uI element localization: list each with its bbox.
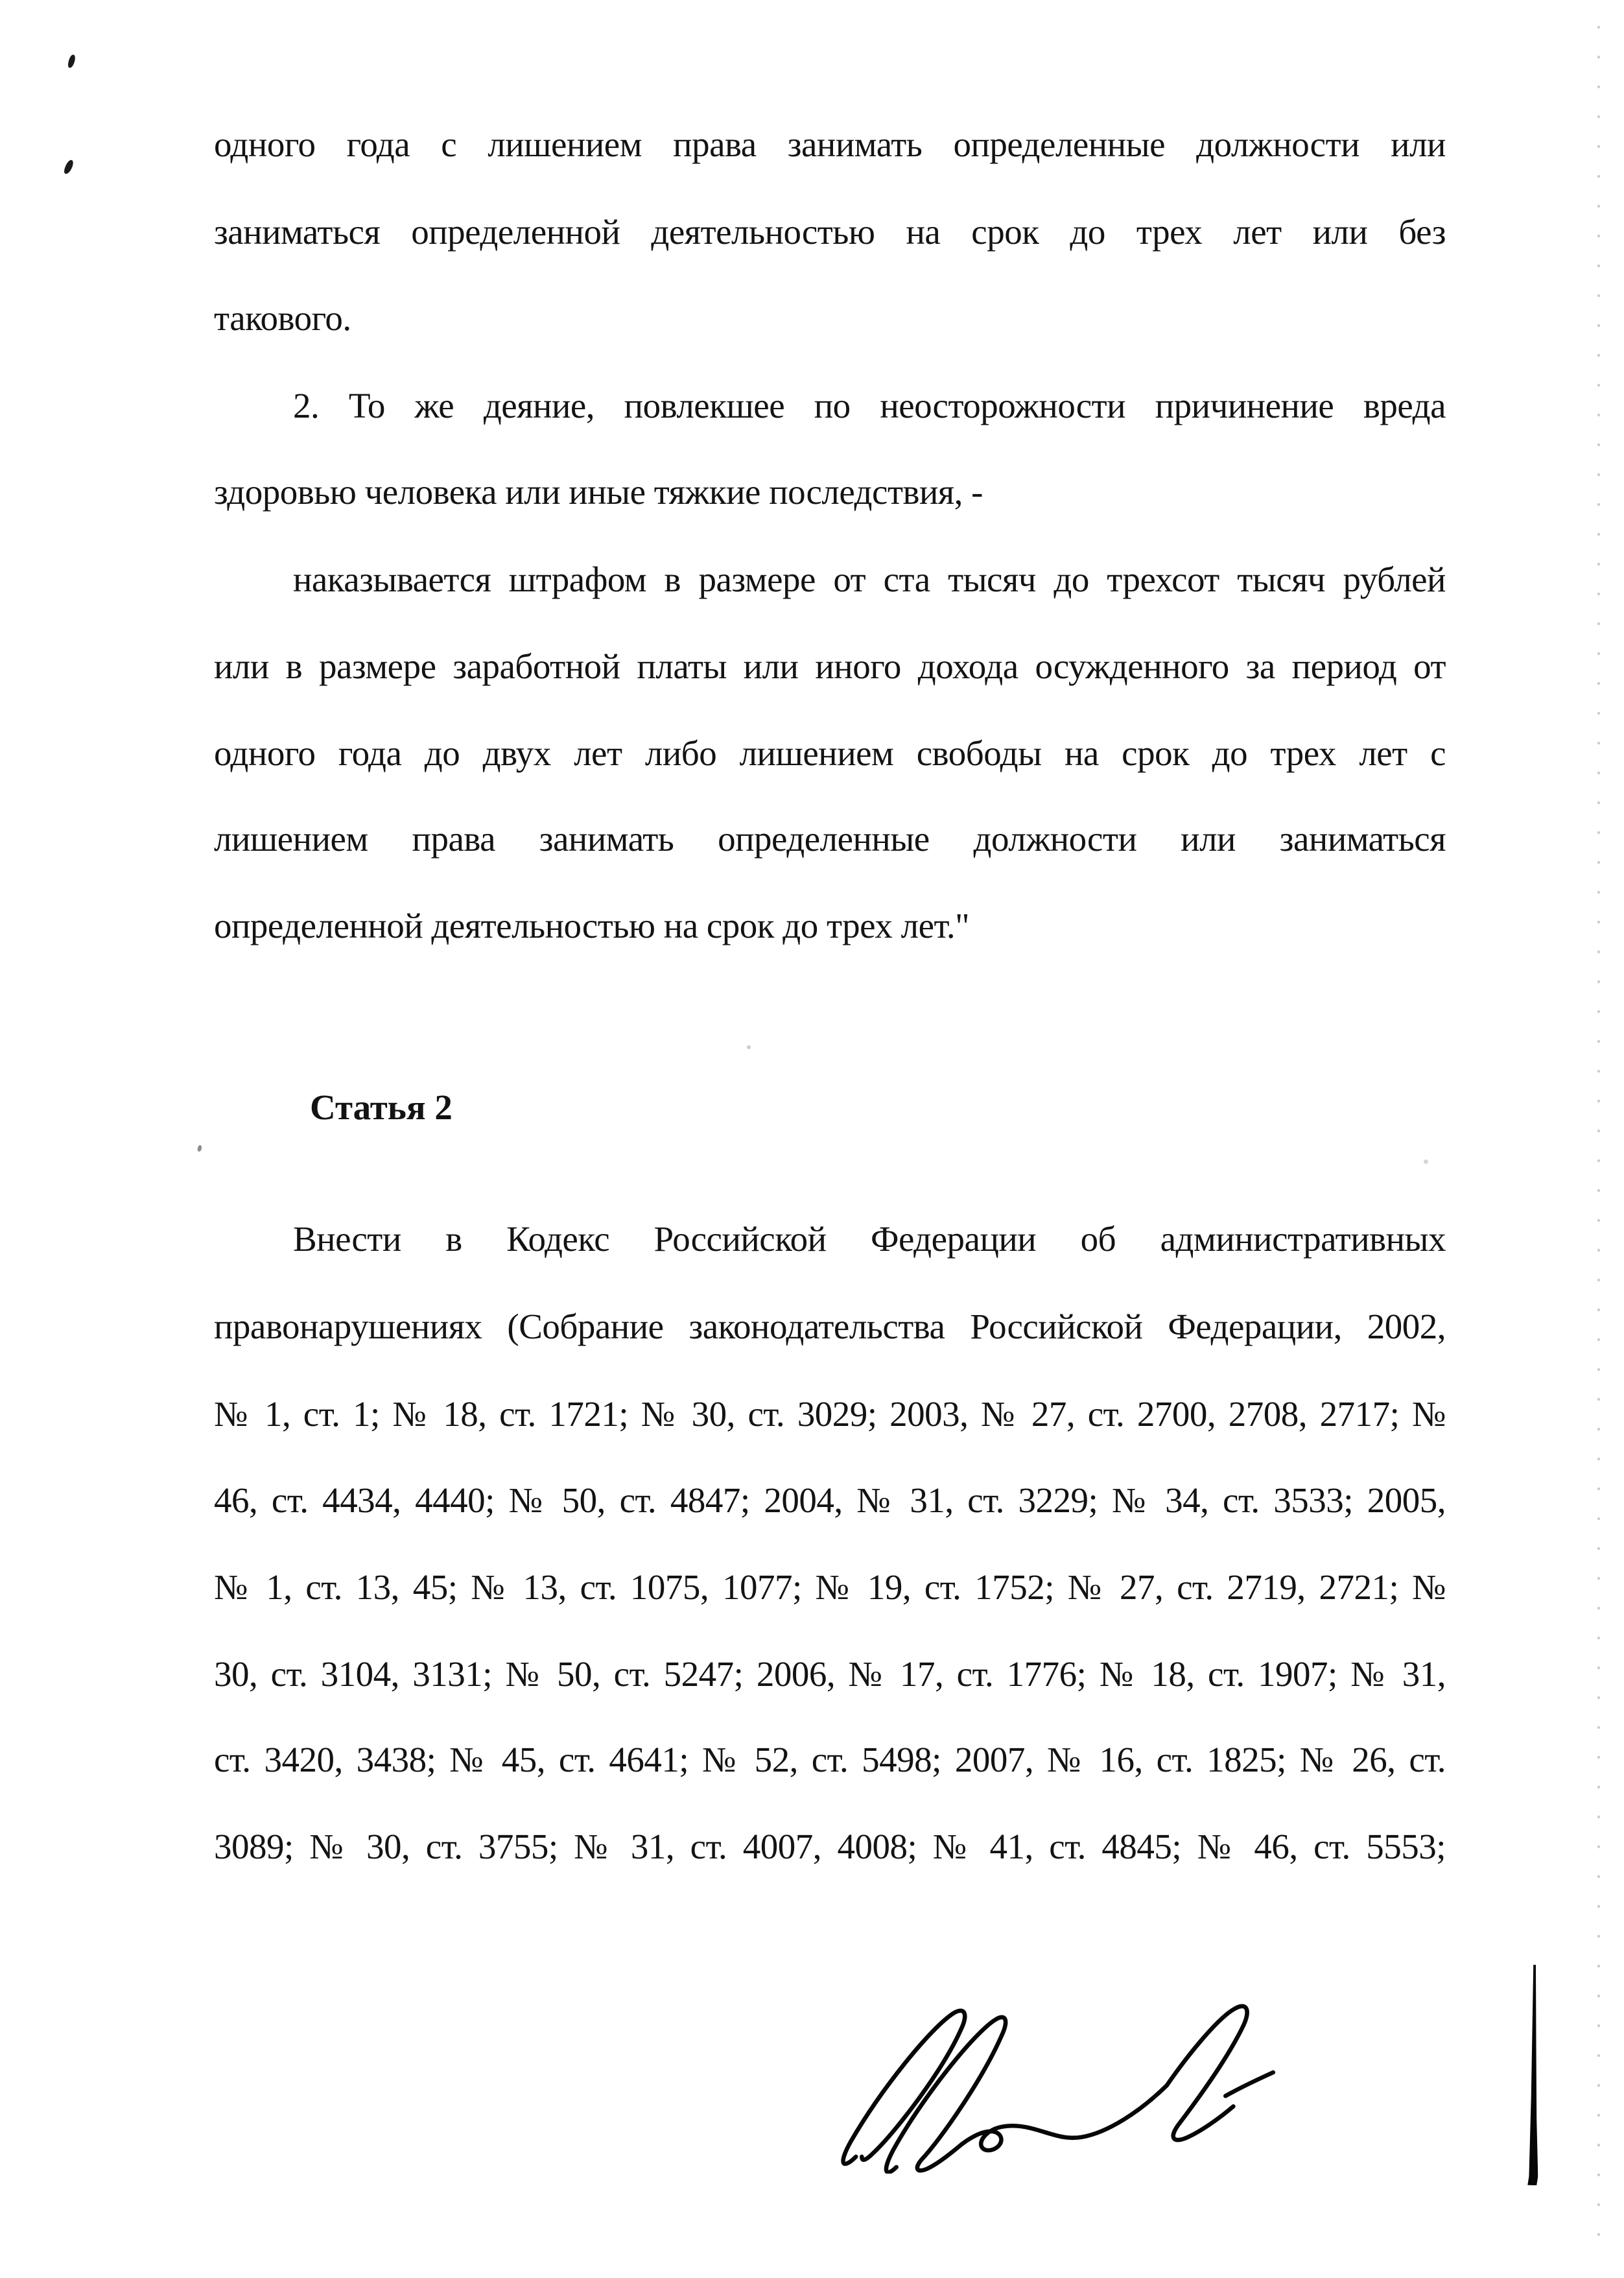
text-line: определенной деятельностью на срок до трех лет." [214,906,970,945]
ink-speck [747,1045,751,1049]
text-line: № 1, ст. 13, 45; № 13, ст. 1075, 1077; № 19, ст. 1752; № 27, ст. 2719, 2721; № [214,1567,1446,1607]
text-line: наказывается штрафом в размере от ста тысяч до трехсот тысяч рублей [293,560,1446,599]
text-line: 30, ст. 3104, 3131; № 50, ст. 5247; 2006, № 17, ст. 1776; № 18, ст. 1907; № 31, [214,1654,1446,1694]
article-2-heading: Статья 2 [310,1087,453,1127]
signature-stroke [843,2011,965,2164]
text-line: ст. 3420, 3438; № 45, ст. 4641; № 52, ст. 5498; 2007, № 16, ст. 1825; № 26, ст. [214,1740,1446,1779]
text-line: правонарушениях (Собрание законодательства Российской Федерации, 2002, [214,1307,1446,1346]
ink-speck [63,159,75,175]
text-line: одного года с лишением права занимать определенные должности или [214,125,1446,164]
text-line: лишением права занимать определенные должности или заниматься [214,819,1446,859]
ink-speck [67,54,76,69]
text-line: 46, ст. 4434, 4440; № 50, ст. 4847; 2004, № 31, ст. 3229; № 34, ст. 3533; 2005, [214,1480,1446,1520]
signature-stroke [961,2085,1166,2150]
scan-streak-artifact [1527,1965,1540,2185]
text-line: 2. То же деяние, повлекшее по неосторожности причинение вреда [293,386,1446,425]
text-line: такового. [214,298,351,338]
text-line: одного года до двух лет либо лишением свободы на срок до трех лет с [214,733,1446,773]
ink-speck [197,1145,202,1152]
handwritten-signature [833,1979,1290,2174]
ink-speck [1424,1159,1428,1164]
text-line: здоровью человека или иные тяжкие последствия, - [214,472,983,512]
text-line: № 1, ст. 1; № 18, ст. 1721; № 30, ст. 3029; 2003, № 27, ст. 2700, 2708, 2717; № [214,1394,1446,1434]
signature-stroke [1225,2072,1273,2096]
text-line: или в размере заработной платы или иного дохода осужденного за период от [214,647,1446,686]
signature-stroke [1167,2006,1247,2140]
text-line: заниматься определенной деятельностью на срок до трех лет или без [214,212,1446,252]
text-line: Внести в Кодекс Российской Федерации об административных [293,1219,1446,1259]
text-line: 3089; № 30, ст. 3755; № 31, ст. 4007, 4008; № 41, ст. 4845; № 46, ст. 5553; [214,1827,1446,1866]
scanner-noise-column [1596,23,1602,2248]
